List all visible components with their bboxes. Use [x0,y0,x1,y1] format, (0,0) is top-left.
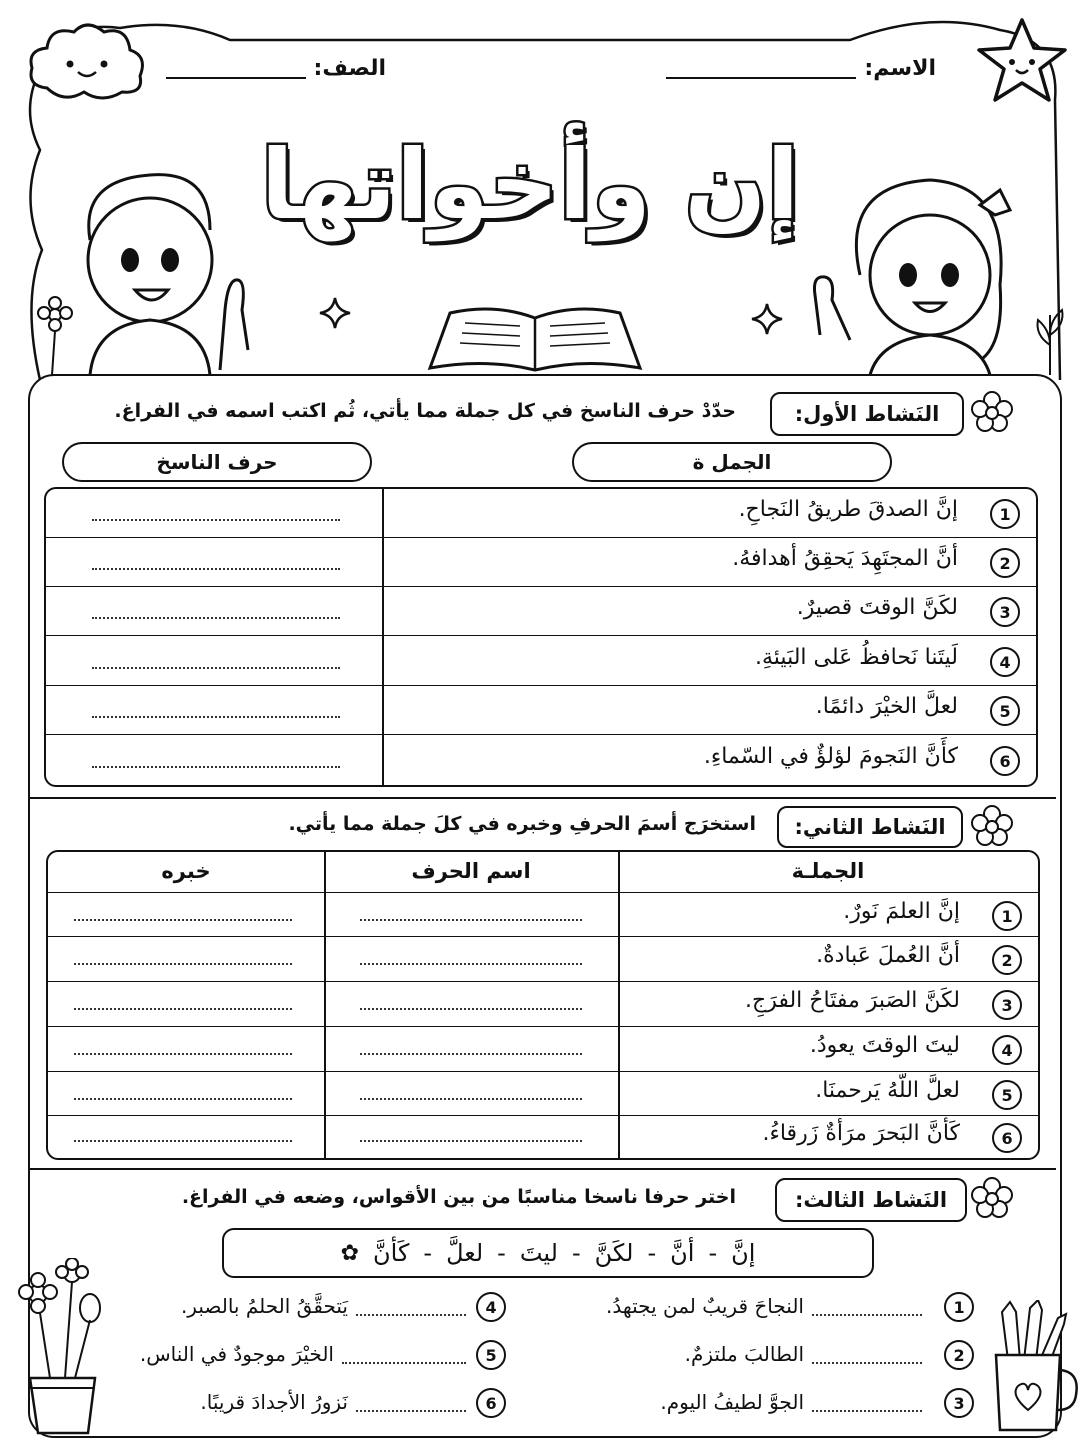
table-row [48,1072,1038,1116]
choice-laalla[interactable]: لعلَّ [446,1239,484,1267]
choice-separator: - [708,1239,718,1267]
fill-blank[interactable] [812,1314,922,1316]
class-label: الصف: [313,56,386,81]
answer-blank[interactable] [92,568,340,570]
name-blank[interactable] [360,919,582,921]
predicate-blank[interactable] [74,1098,292,1100]
class-field[interactable] [166,56,386,81]
sentence: لَيتَنا نَحافظُ عَلى البَيئةِ. [755,645,958,670]
table-row [46,587,1036,636]
exercise-text: الجوَّ لطيفُ اليوم. [660,1390,804,1414]
row-number: 6 [990,746,1020,776]
sentence: لكَنَّ الصَبرَ مفتَاحُ الفرَجِ. [745,988,960,1013]
sentence: كأَنَّ النَجومَ لؤلؤٌ في السّماءِ. [703,744,958,769]
predicate-blank[interactable] [74,1008,292,1010]
name-field[interactable] [666,56,936,81]
fill-blank[interactable] [812,1410,922,1412]
choice-separator: - [497,1239,506,1267]
flower-icon [970,804,1014,848]
row-number: 2 [990,548,1020,578]
section-divider [30,797,1056,799]
item-number: 4 [476,1292,506,1322]
row-number: 1 [992,901,1022,931]
class-blank[interactable] [166,59,306,79]
fill-blank[interactable] [356,1314,466,1316]
table-row [46,735,1036,785]
row-number: 3 [990,597,1020,627]
table-row [48,1027,1038,1072]
row-number: 4 [992,1035,1022,1065]
cloud-icon [22,18,152,108]
activity2-table [46,850,1040,1160]
exercise-text: النجاحَ قريبٌ لمن يجتهدُ. [606,1294,804,1318]
activity3-instruction: اختر حرفا ناسخا مناسبًا من بين الأقواس، وضعه في الفراغ. [181,1186,736,1208]
page-title: إن وأخواتها [260,129,800,241]
activity3-label: النَشاط الثالث: [775,1178,967,1222]
activity2-label: النَشاط الثاني: [777,806,963,848]
fill-blank[interactable] [356,1410,466,1412]
row-number: 4 [990,647,1020,677]
activity1-label: النَشاط الأول: [770,392,964,436]
sentence: لكَنَّ الوقتَ قصيرٌ. [796,595,958,620]
star-icon [972,14,1072,109]
predicate-blank[interactable] [74,919,292,921]
exercise-text: يَتحقَّقُ الحلمُ بالصبر. [180,1294,348,1318]
activity1-col-answer: حرف الناسخ [62,442,372,482]
sentence: إنَّ الصدقَ طريقُ النَجاحِ. [738,497,958,522]
exercise-text: نَزورُ الأجدادَ قريبًا. [200,1390,348,1414]
answer-blank[interactable] [92,617,340,619]
row-number: 3 [992,990,1022,1020]
item-number: 2 [944,1340,974,1370]
activity1-col-sentence: الجمل ة [572,442,892,482]
choice-layta[interactable]: ليتَ [519,1239,558,1267]
table-row [48,982,1038,1027]
name-blank[interactable] [360,1008,582,1010]
pencil-cup-icon [990,1300,1082,1435]
answer-blank[interactable] [92,519,340,521]
sentence: إنَّ العلمَ نَورٌ. [843,899,960,924]
col-sentence: الجملـة [791,859,865,883]
col-name: اسم الحرف [411,859,531,883]
row-number: 1 [990,499,1020,529]
activity1-instruction: حدّدْ حرف الناسخ في كل جملة مما يأتي، ثُم اكتب اسمه في الفراغ. [114,400,736,422]
sparkle-icon [318,296,352,330]
flower-icon [970,1176,1014,1220]
item-number: 1 [944,1292,974,1322]
table-row [48,1116,1038,1158]
predicate-blank[interactable] [74,1053,292,1055]
answer-blank[interactable] [92,716,340,718]
item-number: 5 [476,1340,506,1370]
flower-icon [30,295,80,375]
sentence: ليتَ الوقتَ يعودُ. [809,1033,960,1058]
flower-pot-icon [10,1258,110,1438]
flower-icon: ✿ [340,1240,360,1266]
item-number: 6 [476,1388,506,1418]
sentence: لعلَّ الخيْرَ دائمًا. [815,694,958,719]
flower-icon [970,390,1014,434]
exercise-text: الطالبَ ملتزمٌ. [684,1342,804,1366]
activity1-table [44,487,1038,787]
answer-blank[interactable] [92,667,340,669]
predicate-blank[interactable] [74,963,292,965]
table-header-row [48,852,1038,893]
fill-blank[interactable] [342,1362,466,1364]
table-row [48,893,1038,937]
section-divider [30,1168,1056,1170]
row-number: 5 [990,696,1020,726]
sentence: أنَّ العُملَ عَبادةٌ. [816,943,960,968]
col-predicate: خبره [161,859,211,883]
name-label: الاسم: [864,56,936,81]
table-row [46,489,1036,538]
table-row [48,937,1038,982]
row-number: 2 [992,945,1022,975]
choice-anna[interactable]: أنَّ [670,1239,695,1267]
name-blank[interactable] [360,1140,582,1142]
girl-illustration [800,165,1040,375]
sparkle-icon [750,302,784,336]
table-row [46,686,1036,735]
table-row [46,636,1036,686]
table-row [46,538,1036,587]
choice-separator: - [571,1239,581,1267]
predicate-blank[interactable] [74,1140,292,1142]
choices-box [222,1228,874,1278]
choice-separator: - [647,1239,657,1267]
book-icon [420,298,650,376]
sentence: كَأنَّ البَحرَ مرَأةٌ زَرقاءُ. [762,1121,960,1146]
item-number: 3 [944,1388,974,1418]
sentence: لعلَّ اللّهُ يَرحمنَا. [815,1078,960,1103]
choice-lakinna[interactable]: لكَنَّ [594,1239,634,1267]
row-number: 6 [992,1123,1022,1153]
answer-blank[interactable] [92,766,340,768]
name-blank[interactable] [360,1098,582,1100]
name-blank[interactable] [360,1053,582,1055]
fill-blank[interactable] [812,1362,922,1364]
sentence: أنَّ المجتَهِدَ يَحقِقُ أهدافهُ. [732,546,958,571]
choice-separator: - [423,1239,433,1267]
name-blank[interactable] [360,963,582,965]
name-blank[interactable] [666,59,856,79]
choice-kaanna[interactable]: كَأنَّ [373,1239,410,1267]
leaf-icon [1030,305,1070,375]
boy-illustration [60,160,280,375]
exercise-text: الخيْرَ موجودٌ في الناس. [139,1342,334,1366]
choice-inna[interactable]: إنَّ [731,1239,756,1267]
row-number: 5 [992,1080,1022,1110]
activity2-instruction: استخرَج أسمَ الحرفِ وخبره في كلَ جملة مما يأتي. [288,813,756,835]
